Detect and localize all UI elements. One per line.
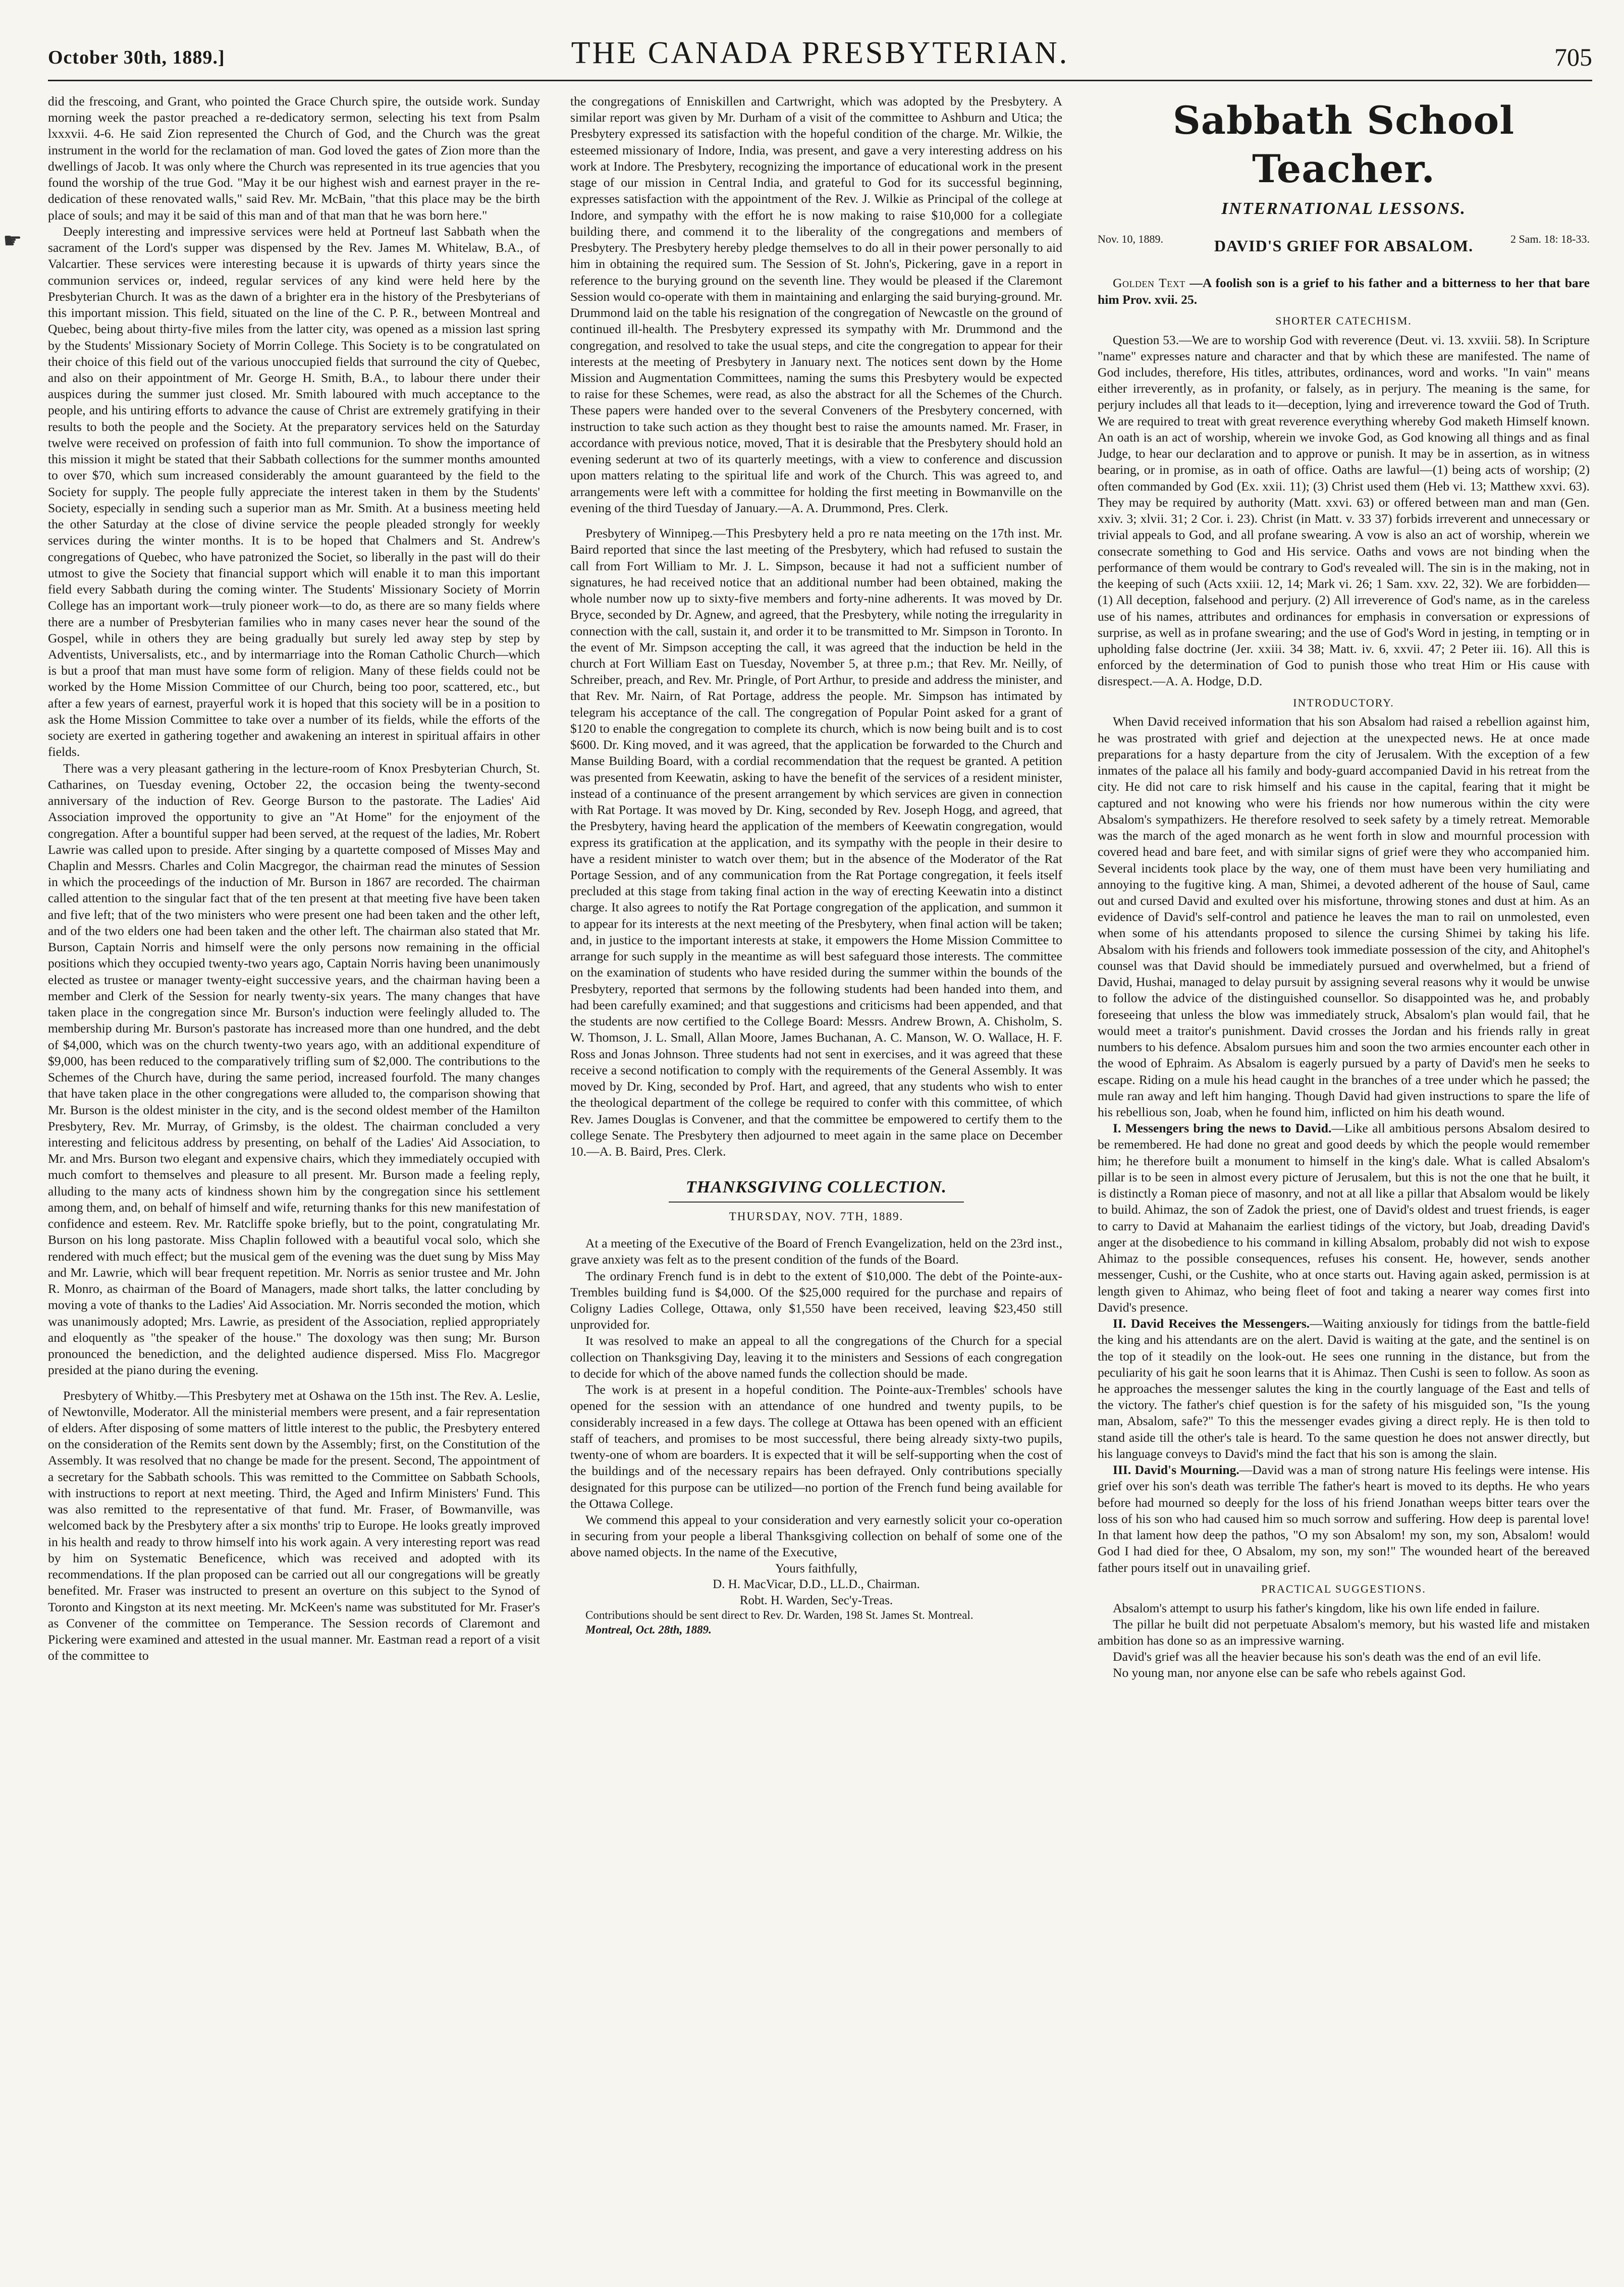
article-paragraph: It was resolved to make an appeal to all the congregations of the Church for a special collection on Thanksgiving Day, leaving it to the ministers and Sessions of each congregation to decide for which of the above named funds the collection should be made. [570, 1333, 1062, 1381]
practical-suggestion: No young man, nor anyone else can be safe who rebels against God. [1113, 1665, 1466, 1680]
catechism-text: Question 53.—We are to worship God with reverence (Deut. vi. 13. xxviii. 58). In Scripture "name" expresses nature and character and that by which these are manifested. The name of God includes, therefore, His titles, attributes, ordinances, word and works. "In vain" means either irreverently, as in profanity, or falsely, as in perjury. The meaning is the same, for perjury includes all that leads to it—deception, lying and irreverence toward the God of Truth. We are required to treat with great reverence everything whereby God maketh Himself known. An oath is an act of worship, wherein we invoke God, as God knowing all things and as final Judge, to hear our declaration and to approve or punish. It may be in assertion, as in witness bearing, or in promise, as in oath of office. Oaths are lawful—(1) being acts of worship; (2) often commanded by God (Ex. xxii. 11); (3) Christ used them (Heb vi. 13; Matthew xxvi. 63). They may be required by authority (Matt. xxvi. 63) or offered between man and man (Gen. xxiv. 3; xlvii. 31; 2 Cor. i. 23). Christ (in Matt. v. 33 37) forbids irreverent and unnecessary or trivial appeals to God, and all profane swearing. A vow is also an act of worship, wherein we consecrate something to God and His service. Oaths and vows are not binding when the performance of them would be contrary to God's revealed will. The sin is in the making, not in the keeping of such (Acts xxiii. 12, 14; Mark vi. 26; 1 Sam. xxv. 22, 32). We are forbidden—(1) All deception, falsehood and perjury. (2) All irreverence of God's name, as in the careless use of his names, attributes and ordinances for emphasis in conversation or expressions of surprise, as well as in profane swearing; and the use of God's Word in jesting, in tempting or in upholding false doctrine (Jer. xxiii. 34 38; Matt. iv. 6, xxvii. 47; 2 Peter iii. 16). All this is enforced by the determination of God to punish those who treat Him or His cause with disrespect.—A. A. Hodge, D.D. [1098, 332, 1590, 689]
signature-secretary: Robt. H. Warden, Sec'y-Treas. [739, 1593, 893, 1607]
header-rule [48, 80, 1592, 81]
section-heading: III. David's Mourning. [1113, 1462, 1239, 1478]
golden-text-label: Golden Text [1113, 276, 1185, 291]
section-subhead: INTERNATIONAL LESSONS. [1221, 199, 1466, 218]
section-rule [669, 1202, 964, 1203]
lesson-section-3 [1098, 1462, 1590, 1576]
lesson-header [1098, 230, 1590, 270]
introductory-heading: INTRODUCTORY. [1293, 696, 1394, 709]
article-paragraph: Contributions should be sent direct to Rev. Dr. Warden, 198 St. James St. Montreal. [585, 1609, 973, 1622]
golden-text [1098, 275, 1590, 307]
page-header [48, 35, 1592, 76]
lesson-section-2 [1098, 1316, 1590, 1462]
article-paragraph: At a meeting of the Executive of the Board of French Evangelization, held on the 23rd inst., grave anxiety was felt as to the present condition of the funds of the Board. [570, 1236, 1062, 1267]
section-heading: II. David Receives the Messengers. [1113, 1316, 1310, 1331]
dateline: Montreal, Oct. 28th, 1889. [585, 1623, 712, 1637]
column-3 [1098, 93, 1590, 1681]
pointing-hand-icon: ☛ [3, 230, 22, 253]
closing: Yours faithfully, [775, 1561, 857, 1575]
lesson-date: Nov. 10, 1889. [1098, 233, 1163, 246]
column-1 [48, 93, 540, 1664]
presbytery-winnipeg-report: Presbytery of Winnipeg.—This Presbytery held a pro re nata meeting on the 17th inst. Mr. Baird reported that since the last meeting of the Presbytery, which had refused to sustain the call from Fort William to Mr. J. L. Simpson, because it had not a sufficient number of signatures, he had received notice that an additional number had been obtained, making the whole number now up to sixty-five members and forty-nine adherents. It was moved by Dr. Bryce, seconded by Dr. Agnew, and agreed, that the Presbytery, while noting the irregularity in connection with the call, sustain it, and order it to be transmitted to Mr. Simpson in Toronto. In the event of Mr. Simpson accepting the call, it was agreed that the induction be held in the church at Fort William East on Tuesday, November 5, at three p.m.; that Rev. Mr. Neilly, of Schreiber, preach, and Rev. Mr. Pringle, of Port Arthur, to preside and address the minister, and that Rev. Mr. Nairn, of Rat Portage, address the people. Mr. Simpson has intimated by telegram his acceptance of the call. The congregation of Popular Point asked for a grant of $120 to enable the congregation to complete its church, which is now being built and is to cost $600. Dr. King moved, and it was agreed, that the application be forwarded to the Church and Manse Building Board, with a cordial recommendation that the request be granted. A petition was presented from Keewatin, asking to have the benefit of the services of a resident minister, instead of a continuance of the present arrangement by which services are given in connection with Rat Portage. It was moved by Dr. King, seconded by Rev. Joseph Hogg, and agreed, that the Presbytery, having heard the application of the members of Keewatin congregation, would express its gratification at the application, and its sympathy with the people in their desire to have a resident minister to watch over them; but in the absence of the Moderator of the Rat Portage Session, and of any communication from the Rat Portage congregation, it feels itself precluded at this stage from taking final action in the way of erecting Keewatin into a distinct charge. It also agrees to notify the Rat Portage congregation of the application, and summon it to appear for its interests at the next meeting of the Presbytery, when final action will be taken; and, in justice to the important interests at stake, it empowers the Home Mission Committee to arrange for such supply in the meantime as will best safeguard those interests. The committee on the examination of students who have resided during the summer within the bounds of the Presbytery, reported that sermons by the following students had been handed into them, and had been carefully examined; and that suggestions and criticisms had been appended, and that the students are now certified to the College Board: Messrs. Andrew Brown, A. Chisholm, S. W. Thomson, J. L. Small, Allan Moore, James Buchanan, A. C. Manson, W. O. Wallace, H. F. Ross and Jonas Johnson. Three students had not sent in exercises, and it was agreed that these receive a second notification to comply with the requirements of the General Assembly. It was moved by Dr. King, seconded by Prof. Hart, and agreed, that any students who wish to enter the theological department of the college be required to confer with this committee, of which Rev. James Douglas is Convener, and that the committee be empowered to certify them to the college Senate. The Presbytery then adjourned to meet again in the same place on December 10.—A. B. Baird, Pres. Clerk. [570, 526, 1062, 1159]
introductory-text: When David received information that his son Absalom had raised a rebellion against him, he was prostrated with grief and dejection at the unexpected news. He at once made preparations for a hasty departure from the city of Jerusalem. With the exception of a few inmates of the palace all his family and body-guard accompanied David in his retreat from the city. He did not care to risk himself and his cause in the capital, fearing that it might be captured and not knowing who were his friends nor how numerous within the city were Absalom's sympathizers. He therefore resolved to seek safety by a timely retreat. Memorable was the march of the aged monarch as he went forth in slow and mournful procession with covered head and bare feet, and with similar signs of grief were they who accompanied him. Several incidents took place by the way, one of them must have been very humiliating and annoying to the fugitive king. A man, Shimei, a devoted adherent of the house of Saul, came out and cursed David and exulted over his misfortune, throwing stones and dust at him. As an evidence of David's self-control and patience he leaves the man to rail on unmolested, even when some of his attendants proposed to silence the cursing Shimei by taking his life. Absalom with his friends and followers took immediate possession of the city, and Ahitophel's counsel was that David should be immediately pursued and overwhelmed, but a friend of David, Hushai, managed to delay pursuit by assigning several reasons why it would be unwise to follow the advice of the distinguished counsellor. So disappointed was he, and probably foreseeing that unless the blow was immediately struck, Absalom's plan would fail, that he would meet a traitor's punishment. David crosses the Jordan and his friends rally in great numbers to his defence. Absalom pursues him and soon the two armies encounter each other in the wood of Ephraim. As Absalom is eagerly pursued by a party of David's men he seeks to escape. Riding on a mule his head caught in the branches of a tree under which he passed; the mule ran away and left him hanging. Though David had given instructions to spare the life of his rebellious son, Joab, when he found him, inflicted on him his death wound. [1098, 714, 1590, 1120]
issue-date: October 30th, 1889.] [48, 47, 225, 68]
section-date: THURSDAY, NOV. 7TH, 1889. [729, 1210, 904, 1223]
newspaper-title: THE CANADA PRESBYTERIAN. [571, 36, 1069, 70]
signature-chairman: D. H. MacVicar, D.D., LL.D., Chairman. [713, 1577, 920, 1592]
article-paragraph: Deeply interesting and impressive services were held at Portneuf last Sabbath when the sacrament of the Lord's supper was dispensed by the Rev. James M. Whitelaw, B.A., of Valcartier. These services were interesting because it is upwards of thirty years since the communion services or, indeed, regular services of any kind were held here by the Presbyterian Church. It was as the dawn of a brighter era in the history of the Presbyterians of this important mission. This field, situated on the line of the C. P. R., between Montreal and Quebec, being about thirty-five miles from the latter city, was opened as a mission last spring by the Students' Missionary Society of Morrin College. This Society is to be congratulated on their choice of this field out of the various unoccupied fields that surround the city of Quebec, and also on their appointment of Mr. George H. Smith, B.A., to labour there under their auspices during the summer just closed. Mr. Smith laboured with much acceptance to the people, and his untiring efforts to advance the cause of Christ are extremely gratifying in their results to both the people and the Society. At the preparatory services held on the Saturday twelve were received on profession of faith into full communion. To show the importance of this mission it might be stated that their Sabbath collections for the summer months amounted to over $70, which sum increased considerably the amount guaranteed by the field to the Society for supply. The people fully appreciate the interest taken in them by the Students' Society, especially in sending such a superior man as Mr. Smith. At a business meeting held the other Saturday at the close of divine service the people pleaded strongly for weekly services during the winter months. It is to be hoped that Chalmers and St. Andrew's congregations of Quebec, who have patronized the Societ, so liberally in the past will do their utmost to give the Society that financial support which will enable it to man this important field every Sabbath during the coming winter. The Students' Missionary Society of Morrin College has an important work—truly pioneer work—to do, as there are so many fields where there are a number of Presbyterian families who in many cases never hear the sound of the Gospel, while in others they are being gradually but surely led away step by step by Adventists, Universalists, etc., and by intermarriage into the Roman Catholic Church—which is but a proof that man must have some form of religion. Many of these fields could not be worked by the Home Mission Committee of our Church, being too poor, scattered, etc., but after a few years of earnest, prayerful work it is hoped that this society will be in a position to ask the Home Mission Committee to take over a number of its fields, while the efforts of the society are exerted in gathering together and awakening an interest in spiritual affairs in other fields. [48, 224, 540, 759]
section-body: —Like all ambitious persons Absalom desired to be remembered. He had done no great and good deeds by which the people would remember him; he therefore built a monument to himself in the king's dale. What is called Absalom's pillar is to be seen in almost every picture of Jerusalem, but this is not the one that he built, it is distinctly a Roman piece of masonry, and not at all like a pillar that Absalom would be likely to build. Ahimaz, the son of Zadok the priest, one of David's oldest and truest friends, is eager to carry to David at Mahanaim the earliest tidings of the victory, but Joab, dreading David's anger at the disobedience to his command in killing Absalom, probably did not wish to expose Ahimaz to the possible consequences, refuses his consent. He, however, sends another messenger, Cushi, or the Cushite, who at once starts out. Having again asked, permission is at length given to Ahimaz, who being fleet of foot and taking a nearer way comes first into David's presence. [1098, 1121, 1590, 1315]
column-2 [570, 93, 1062, 1638]
presbytery-whitby-report: Presbytery of Whitby.—This Presbytery met at Oshawa on the 15th inst. The Rev. A. Leslie, of Newtonville, Moderator. All the ministerial members were present, and a fair representation of elders. After disposing of some matters of little interest to the public, the Presbytery entered on the consideration of the Remits sent down by the Assembly; first, on the Constitution of the Assembly. It was resolved that no change be made for the present. Second, The appointment of a secretary for the Sabbath schools. This was remitted to the Committee on Sabbath Schools, with instructions to report at next meeting. Third, the Aged and Infirm Ministers' Fund. This was also remitted to the representative of that fund. Mr. Fraser, of Bowmanville, was welcomed back by the Presbytery after a six months' trip to Europe. He looks greatly improved in his health and ready to throw himself into his work again. A very interesting report was read by him on Systematic Beneficence, which was received and adopted with its recommendations. If the plan proposed can be carried out all our congregations will be greatly benefited. Mr. Fraser was instructed to present an overture on this subject to the Synod of Toronto and Kingston at its next meeting. Mr. McKeen's name was substituted for Mr. Fraser's as Convener of the committee on Temperance. The Session records of Claremont and Pickering were examined and attested in the usual manner. Mr. Eastman read a report of a visit of the committee to [48, 1388, 540, 1663]
practical-suggestion: The pillar he built did not perpetuate Absalom's memory, but his wasted life and mistaken ambition has done so as an impressive warning. [1098, 1616, 1590, 1648]
section-masthead: Sabbath School Teacher. [1172, 98, 1515, 191]
article-paragraph: did the frescoing, and Grant, who pointed the Grace Church spire, the outside work. Sunday morning week the pastor preached a re-dedicatory sermon, selecting his text from Psalm lxxxvii. 4-6. He said Zion represented the Church of God, and the Church was the great instrument in the world for the reclamation of man. God loved the gates of Zion more than the dwellings of Jacob. It was only where the Church was represented in its true agencies that you found the worship of the true God. "May it be our highest wish and earnest prayer in the re-dedication of these renovated walls," said Rev. Mr. McBain, "that this place may be the birth place of souls; and may it be said of this man and of that man that he was born here." [48, 94, 540, 223]
page-number: 705 [1554, 43, 1592, 71]
section-heading: I. Messengers bring the news to David. [1113, 1121, 1332, 1136]
section-body: —Waiting anxiously for tidings from the battle-field the king and his attendants are on the alert. David is waiting at the gate, and the sentinel is on the top of it steadily on the look-out. He sees one running in the distance, but from the peculiarity of his gait he soon learns that it is Ahimaz. Then Cushi is seen to follow. As soon as he approaches the messenger salutes the king in the courtly language of the East and tells of the victory. The father's chief question is for the safety of his misguided son, "Is the young man, Absalom, safe?" To this the messenger evades giving a direct reply. He is then told to stand aside till the other's tale is heard. To the same question he does not answer directly, but his language conveys to David's mind the fact that his son is among the slain. [1098, 1316, 1590, 1461]
catechism-heading: SHORTER CATECHISM. [1275, 314, 1412, 327]
lesson-reference: 2 Sam. 18: 18-33. [1510, 233, 1590, 246]
article-paragraph: the congregations of Enniskillen and Cartwright, which was adopted by the Presbytery. A similar report was given by Mr. Durham of a visit of the committee to Ashburn and Utica; the Presbytery expressed its satisfaction with the hopeful condition of the charge. Mr. Wilkie, the esteemed missionary of Indore, India, was present, and gave a very interesting address on his work at Indore. The Presbytery, recognizing the importance of educational work in the present stage of our mission in Central India, and grateful to God for its successful beginning, expresses satisfaction with the appointment of the Rev. J. Wilkie as Principal of the college at Indore, and sympathy with the effort he is now making to raise $10,000 for a collegiate building there, and commend it to the liberality of the congregations and members of Presbytery. The Presbytery hereby pledge themselves to do all in their power personally to aid him in obtaining the required sum. The Session of St. John's, Pickering, gave in a report in reference to the burying ground on the seventh line. They would be pleased if the Claremont Session would co-operate with them in maintaining and enlarging the said burying-ground. Mr. Drummond laid on the table his resignation of the congregation of Newcastle on the ground of continued ill-health. The Presbytery expressed its sympathy with Mr. Drummond and the congregation, and resolved to take the usual steps, and cite the congregation to appear for their interests at the meeting of Presbytery in January next. The notices sent down by the Home Mission and Augmentation Committees, naming the sums this Presbytery would be expected to raise for these Schemes, were read, as also the abstract for all the Schemes of the Church. These papers were handed over to the several Conveners of the Presbytery concerned, with instruction to take such action as they thought best to raise the amounts named. Mr. Fraser, in accordance with previous notice, moved, That it is desirable that the Presbytery should hold an evening sederunt at two of its quarterly meetings, with a view to conference and discussion upon matters relating to the spiritual life and work of the Church. This was agreed to, and arrangements were left with a committee for holding the first meeting in Bowmanville on the evening of the third Tuesday of January.—A. A. Drummond, Pres. Clerk. [570, 94, 1062, 515]
section-body: —David was a man of strong nature His feelings were intense. His grief over his son's death was terrible The father's heart is moved to its depths. He who years before had mourned so deeply for the loss of his friend Jonathan weeps bitter tears over the loss of his son who had caused him so much sorrow and suffering. How deep is parental love! In that lament how deep the pathos, "O my son Absalom! my son, my son, Absalom! would God I had died for thee, O Absalom, my son, my son!" The wounded heart of the bereaved father pours itself out in unavailing grief. [1098, 1462, 1590, 1575]
lesson-section-1 [1098, 1120, 1590, 1316]
practical-suggestion: David's grief was all the heavier because his son's death was the end of an evil life. [1113, 1649, 1541, 1664]
article-paragraph: We commend this appeal to your consideration and very earnestly solicit your co-operation in securing from your people a liberal Thanksgiving collection on behalf of some one of the above named objects. In the name of the Executive, [570, 1512, 1062, 1560]
golden-text-body: —A foolish son is a grief to his father and a bitterness to her that bare him Prov. xvii. 25. [1098, 276, 1590, 307]
article-paragraph: The ordinary French fund is in debt to the extent of $10,000. The debt of the Pointe-aux-Trembles building fund is $4,000. Of the $25,000 required for the purchase and repairs of Coligny Ladies College, Ottawa, only $1,550 have been received, leaving $23,450 still unprovided for. [570, 1268, 1062, 1332]
article-paragraph: The work is at present in a hopeful condition. The Pointe-aux-Trembles' schools have opened for the session with an attendance of one hundred and twenty pupils, to be considerably increased in a few days. The college at Ottawa has been opened with an efficient staff of teachers, and promises to be most successful, there being already sixty-two pupils, twenty-one of whom are boarders. It is expected that it will be self-supporting when the cost of the buildings and of the necessary repairs has been defrayed. Only contributions specially designated for this purpose can be utilized—no portion of the French fund being available for the Ottawa College. [570, 1382, 1062, 1511]
lesson-title: DAVID'S GRIEF FOR ABSALOM. [1214, 237, 1474, 255]
article-paragraph: There was a very pleasant gathering in the lecture-room of Knox Presbyterian Church, St. Catharines, on Tuesday evening, October 22, the occasion being the twenty-second anniversary of the induction of Rev. George Burson to the pastorate. The Ladies' Aid Association improved the opportunity to give an "At Home" for the enjoyment of the congregation. After a bountiful supper had been served, at the request of the ladies, Mr. Robert Lawrie was called upon to preside. After singing by a quartette composed of Misses May and Chaplin and Messrs. Charles and Colin Macgregor, the chairman read the minutes of Session in which the proceedings of the induction of Mr. Burson in 1867 are recorded. The chairman called attention to the singular fact that of the ten present at that meeting five have been taken and five left; that of the two ministers who were present one had been taken and the other left, and of the two elders one had been taken and the other left. The chairman also stated that Mr. Burson, Captain Norris and himself were the only persons now remaining in the official positions which they occupied twenty-two years ago, Captain Norris having been unanimously elected as trustee or manager twenty-eight successive years, and the chairman having been a member and Clerk of the Session for nearly twenty-six years. The many changes that have taken place in the congregation since Mr. Burson's induction were feelingly alluded to. The membership during Mr. Burson's pastorate has increased more than one hundred, and the debt of $4,000, which was on the church twenty-two years ago, with an additional expenditure of $9,000, has been reduced to the comparatively trifling sum of $2,000. The contributions to the Schemes of the Church have, during the same period, increased fourfold. The many changes that have taken place in the other congregations were alluded to, the comparison showing that Mr. Burson is the oldest minister in the city, and is the second oldest member of the Hamilton Presbytery, Rev. Mr. Murray, of Grimsby, is the oldest. The chairman concluded a very interesting and felicitous address by presenting, on behalf of the Ladies' Aid Association, to Mr. and Mrs. Burson two elegant and expensive chairs, which they immediately occupied with much comfort to themselves and pleasure to all present. Mr. Burson made a feeling reply, alluding to the many acts of kindness shown him by the congregation since his settlement among them, and, on behalf of himself and wife, returning thanks for this new manifestation of confidence and esteem. Rev. Mr. Ratcliffe spoke briefly, but to the point, congratulating Mr. Burson on his long pastorate. Miss Chaplin followed with a beautiful vocal solo, which she rendered with much effect; but the musical gem of the evening was the duet sung by Miss May and Mr. Lawrie, which will bear frequent repetition. Mr. Norris as senior trustee and Mr. John R. Monro, as chairman of the Board of Managers, made short talks, the latter concluding by moving a vote of thanks to the Ladies' Aid Association. Mr. Norris seconded the motion, which was unanimously adopted; Mrs. Lawrie, as president of the Association, replied appropriately and eloquently as "the speaker of the house." The doxology was then sung; Mr. Burson pronounced the benediction, and the delighted audience dispersed. Miss Flo. Macgregor presided at the piano during the evening. [48, 760, 540, 1378]
practical-heading: PRACTICAL SUGGESTIONS. [1261, 1582, 1426, 1595]
section-title: THANKSGIVING COLLECTION. [685, 1178, 947, 1197]
practical-suggestion: Absalom's attempt to usurp his father's kingdom, like his own life ended in failure. [1113, 1600, 1540, 1615]
